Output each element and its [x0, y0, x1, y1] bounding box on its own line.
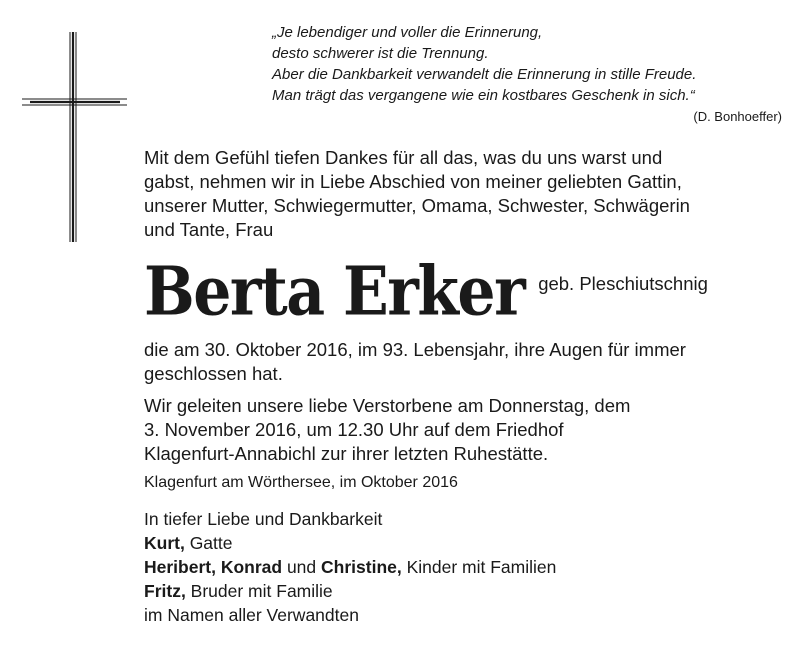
signature-relatives: im Namen aller Verwandten — [144, 605, 359, 625]
quote-block — [272, 22, 782, 127]
death-notice-line: die am 30. Oktober 2016, im 93. Lebensjahr, ihre Augen für immer — [144, 339, 686, 360]
intro-line: Mit dem Gefühl tiefen Dankes für all das, was du uns warst und — [144, 147, 663, 168]
intro-line: und Tante, Frau — [144, 219, 274, 240]
funeral-line: Klagenfurt-Annabichl zur ihrer letzten Ruhestätte. — [144, 443, 549, 464]
funeral-notice — [144, 394, 794, 466]
quote-line: „Je lebendiger und voller die Erinnerung, — [272, 24, 543, 41]
brother-role: Bruder mit Familie — [185, 581, 333, 601]
death-notice-line: geschlossen hat. — [144, 363, 283, 384]
signature-heading: In tiefer Liebe und Dankbarkeit — [144, 509, 383, 529]
funeral-line: Wir geleiten unsere liebe Verstorbene am Donnerstag, dem — [144, 395, 631, 416]
deceased-name: Berta Erker — [144, 252, 525, 332]
quote-author: (D. Bonhoeffer) — [693, 109, 782, 124]
signature-husband — [144, 531, 556, 555]
deceased-name-row — [144, 252, 784, 332]
intro-line: gabst, nehmen wir in Liebe Abschied von meiner geliebten Gattin, — [144, 171, 682, 192]
brother-name: Fritz, — [144, 581, 186, 601]
signature-children — [144, 555, 556, 579]
funeral-line: 3. November 2016, um 12.30 Uhr auf dem Friedhof — [144, 419, 564, 440]
signature-block — [144, 507, 556, 627]
children-and: und — [282, 557, 322, 577]
place-date: Klagenfurt am Wörthersee, im Oktober 2016 — [144, 474, 458, 491]
death-notice — [144, 338, 794, 386]
quote-line: desto schwerer ist die Trennung. — [272, 45, 489, 62]
intro-text — [144, 146, 794, 242]
husband-role: Gatte — [184, 533, 233, 553]
children-names-2: Christine, — [321, 557, 402, 577]
children-names-1: Heribert, Konrad — [144, 557, 283, 577]
intro-line: unserer Mutter, Schwiegermutter, Omama, Schwester, Schwägerin — [144, 195, 690, 216]
quote-line: Man trägt das vergangene wie ein kostbares Geschenk in sich.“ — [272, 87, 695, 104]
quote-line: Aber die Dankbarkeit verwandelt die Erinnerung in stille Freude. — [272, 66, 697, 83]
signature-brother — [144, 579, 556, 603]
cross-icon — [22, 32, 132, 242]
children-role: Kinder mit Familien — [401, 557, 557, 577]
husband-name: Kurt, — [144, 533, 185, 553]
birth-name: geb. Pleschiutschnig — [538, 273, 708, 294]
